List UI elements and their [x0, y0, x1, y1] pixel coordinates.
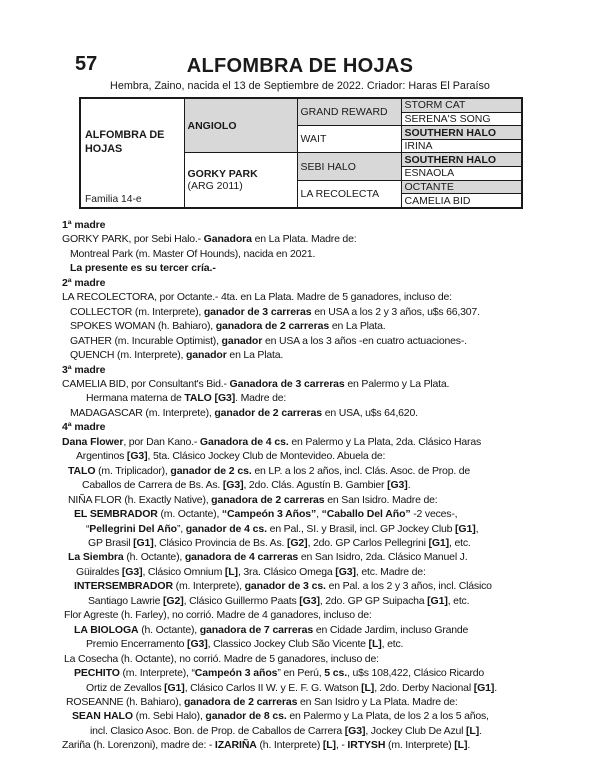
pedigree-line [62, 623, 600, 637]
lot-number: 57 [75, 53, 98, 75]
pedigree-line [62, 478, 600, 492]
text: , Clásico Guillermo Paats [183, 594, 300, 607]
bold-text: La presente es su tercer cría.- [70, 262, 216, 275]
bold-text: SEAN HALO [72, 710, 133, 723]
text: SPOKES WOMAN (h. Bahiaro), [70, 320, 216, 333]
text: (m. Interprete) [385, 739, 455, 752]
bold-text: TALO [G3] [184, 392, 236, 405]
text: Santiago Lawrie [88, 594, 164, 607]
bold-text: [G3] [121, 565, 143, 578]
pedigree-line [62, 681, 600, 695]
bold-text: La Siembra [68, 551, 124, 564]
text: en La Plata. [329, 320, 386, 333]
bold-text: Ganadora [203, 233, 252, 246]
text: . Madre de: [235, 392, 287, 405]
text: Hermana materna de [86, 392, 185, 405]
bold-text: [L] [361, 681, 375, 694]
bold-text: [G1] [133, 536, 154, 549]
text: , u$s 108,422, Clásico Ricardo [347, 667, 485, 680]
text: (h. Octante), [123, 551, 185, 564]
text: , etc. [447, 594, 470, 607]
text: , etc. [381, 638, 404, 651]
bold-text: [G1] [455, 522, 476, 535]
bold-text: “Campeón 3 Años” [221, 508, 317, 521]
text: Zariña (h. Lorenzoni), madre de: - [62, 739, 215, 752]
pedigree-line [62, 738, 600, 752]
text: “ [86, 522, 90, 535]
text: Argentinos [76, 450, 127, 463]
subject-name: ALFOMBRA DE HOJAS [85, 129, 165, 155]
text: LA RECOLECTORA, por Octante.- 4ta. en La Plata. Madre de 5 ganadores, incluso de: [62, 291, 452, 304]
pedigree-line [62, 565, 600, 579]
granddam-cell: WAIT [297, 126, 401, 153]
bold-text: ganador de 3 cs. [244, 580, 326, 593]
pedigree-line [62, 464, 600, 478]
text: en Palermo y La Plata, 2da. Clásico Haras [288, 435, 482, 448]
text: , Clásico Omnium [142, 565, 225, 578]
dam-name: GORKY PARK [187, 168, 258, 181]
bold-text: [L] [224, 565, 238, 578]
pedigree-line [62, 420, 600, 434]
text: , [316, 508, 322, 521]
pedigree-line [62, 608, 600, 622]
subject-family: Familia 14-e [85, 194, 142, 205]
bold-text: Ganadora de 3 carreras [229, 377, 345, 390]
horse-description: Hembra, Zaino, nacida el 13 de Septiembre de 2022. Criador: Haras El Paraíso [110, 80, 490, 92]
text: , Jockey Club De Azul [365, 724, 467, 737]
bold-text: [G3] [387, 479, 408, 492]
bold-text: TALO [68, 464, 96, 477]
bold-text: [L] [368, 638, 382, 651]
bold-text: ganadora de 2 carreras [211, 493, 325, 506]
text: (m. Sebi Halo), [132, 710, 206, 723]
text: (m. Interprete), “ [119, 667, 195, 680]
pedigree-line [62, 232, 600, 246]
pedigree-line [62, 550, 600, 564]
pedigree-line [62, 709, 600, 723]
text: , 2do. Clás. Agustín B. Gambier [243, 479, 388, 492]
text: Flor Agreste (h. Farley), no corrió. Madre de 4 ganadores, incluso de: [64, 609, 372, 622]
pedigree-line [62, 637, 600, 651]
bold-text: 1ª madre [62, 219, 106, 231]
great-grandparent-cell: IRINA [401, 139, 522, 153]
text: en Palermo y La Plata. [344, 377, 450, 390]
text: (m. Triplicador), [95, 464, 171, 477]
text: MADAGASCAR (m. Interprete), [70, 406, 215, 419]
bold-text: [G3] [126, 450, 148, 463]
text: COLLECTOR (m. Interprete), [70, 305, 204, 318]
pedigree-line [62, 377, 600, 391]
pedigree-line [62, 522, 600, 536]
bold-text: ganador [185, 349, 227, 362]
text: en Palermo y La Plata, de los 2 a los 5 años, [286, 710, 489, 723]
pedigree-line [62, 276, 600, 290]
text: , 2do. Derby Nacional [374, 681, 474, 694]
bold-text: ganador de 3 carreras [203, 305, 312, 318]
pedigree-line [62, 449, 600, 463]
bold-text: [G1] [164, 681, 185, 694]
text: Premio Encerramento [86, 638, 188, 651]
bold-text: [L] [322, 739, 336, 752]
subject-cell [80, 98, 184, 208]
bold-text: [G1] [473, 681, 495, 694]
bold-text: [G3] [344, 724, 366, 737]
bold-text: [L] [466, 724, 480, 737]
bold-text: ganadora de 2 carreras [215, 320, 330, 333]
text: en LP. a los 2 años, incl. Clás. Asoc. de Prop. de [251, 464, 471, 477]
text: en USA a los 2 y 3 años, u$s 66,307. [311, 305, 480, 318]
text: en USA a los 3 años -en cuatro actuaciones-. [262, 334, 467, 347]
text: en Pal., SI. y Brasil, incl. GP Jockey Club [266, 522, 456, 535]
bold-text: Ganadora de 4 cs. [199, 435, 289, 448]
pedigree-line [62, 695, 600, 709]
bold-text: [G1] [428, 536, 450, 549]
text: , [475, 522, 479, 535]
text: -2 veces-, [410, 508, 458, 521]
bold-text: ganadora de 4 carreras [184, 551, 299, 564]
text: incl. Clasico Asoc. Bon. de Prop. de Caballos de Carrera [90, 724, 345, 737]
horse-name-title: ALFOMBRA DE HOJAS [186, 55, 414, 77]
text: en USA, u$s 64,620. [321, 406, 418, 419]
great-grandparent-cell: STORM CAT [401, 98, 522, 112]
text: NIÑA FLOR (h. Exactly Native), [68, 493, 212, 506]
text: (m. Interprete), [172, 580, 245, 593]
text: , - [335, 739, 348, 752]
bold-text: ganadora de 7 carreras [199, 623, 314, 636]
pedigree-line [62, 536, 600, 550]
pedigree-line [62, 493, 600, 507]
text: , etc. Madre de: [355, 565, 426, 578]
page-header [0, 0, 600, 78]
bold-text: 2ª madre [62, 276, 106, 289]
text: . [407, 479, 411, 492]
dam-origin: (ARG 2011) [187, 180, 243, 193]
text: en Cidade Jardim, incluso Grande [313, 623, 469, 636]
pedigree-line [62, 724, 600, 738]
text: (h. Interprete) [256, 739, 323, 752]
bold-text: EL SEMBRADOR [74, 508, 158, 521]
pedigree-line [62, 507, 600, 521]
dam-cell [184, 153, 297, 208]
text: Montreal Park (m. Master Of Hounds), nacida en 2021. [70, 247, 316, 260]
text: , 2do. GP GP Suipacha [319, 594, 428, 607]
grandsire-cell: SEBI HALO [297, 153, 401, 180]
text: Caballos de Carrera de Bs. As. [82, 479, 223, 492]
great-grandparent-cell: SOUTHERN HALO [401, 153, 522, 167]
pedigree-line [62, 435, 600, 449]
bold-text: [G2] [163, 594, 184, 607]
great-grandparent-cell: SERENA'S SONG [401, 112, 522, 126]
text: , 5ta. Clásico Jockey Club de Montevideo. Abuela de: [147, 450, 386, 463]
pedigree-line [62, 290, 600, 304]
bold-text: Campeón 3 años [194, 667, 278, 680]
text: La Cosecha (h. Octante), no corrió. Madre de 5 ganadores, incluso de: [64, 652, 379, 665]
pedigree-line [62, 363, 600, 377]
bold-text: INTERSEMBRADOR [74, 580, 173, 593]
bold-text: ganador de 2 carreras [214, 406, 322, 419]
pedigree-line [62, 247, 600, 261]
bold-text: [G3] [222, 479, 244, 492]
bold-text: ganadora de 2 carreras [183, 695, 298, 708]
text: Ortiz de Zevallos [86, 681, 165, 694]
bold-text: ganador [221, 334, 263, 347]
text: , etc. [449, 536, 471, 549]
text: en San Isidro. Madre de: [324, 493, 438, 506]
bold-text: 3ª madre [62, 363, 106, 376]
bold-text: Dana Flower [62, 435, 124, 448]
pedigree-line [62, 334, 600, 348]
bold-text: [L] [454, 739, 468, 752]
text: GATHER (m. Incurable Optimist), [70, 334, 222, 347]
bold-text: ganador de 2 cs. [170, 464, 252, 477]
text: (h. Octante), [138, 623, 200, 636]
bold-text: [G1] [427, 594, 448, 607]
pedigree-row [80, 98, 522, 112]
pedigree-line [62, 305, 600, 319]
text: , Clásico Carlos II W. y E. F. G. Watson [184, 681, 362, 694]
text: ” en Perú, [277, 667, 325, 680]
pedigree-line [62, 406, 600, 420]
sire-cell: ANGIOLO [184, 98, 297, 153]
text: . [479, 724, 482, 737]
text: Güiraldes [76, 565, 122, 578]
text: , Clásico Provincia de Bs. As. [153, 536, 287, 549]
bold-text: [G3] [335, 565, 356, 578]
granddam-cell: LA RECOLECTA [297, 180, 401, 208]
pedigree-line [62, 579, 600, 593]
text: , por Dan Kano.- [123, 435, 200, 448]
great-grandparent-cell: OCTANTE [401, 180, 522, 194]
bold-text: LA BIOLOGA [74, 623, 139, 636]
pedigree-line [62, 319, 600, 333]
bold-text: IZARIÑA [214, 739, 257, 752]
pedigree-line [62, 391, 600, 405]
pedigree-line [62, 652, 600, 666]
text: , 2do. GP Carlos Pellegrini [307, 536, 429, 549]
text: en San Isidro y La Plata. Madre de: [297, 695, 458, 708]
bold-text: [G2] [286, 536, 308, 549]
text: GP Brasil [88, 536, 134, 549]
bold-text: ganador de 8 cs. [205, 710, 287, 723]
text: QUENCH (m. Interprete), [70, 349, 186, 362]
great-grandparent-cell: CAMELIA BID [401, 194, 522, 208]
pedigree-line [62, 666, 600, 680]
bold-text: [G3] [299, 594, 320, 607]
text: . [467, 739, 471, 752]
bold-text: 4ª madre [62, 421, 106, 434]
text: . [494, 681, 498, 694]
bold-text: Pellegrini Del Año [89, 522, 177, 535]
text: (m. Octante), [157, 508, 222, 521]
text: , Classico Jockey Club São Vicente [207, 638, 369, 651]
bold-text: 5 cs. [324, 667, 348, 680]
pedigree-text [62, 218, 600, 753]
pedigree-line [62, 348, 600, 362]
bold-text: [G3] [187, 638, 208, 651]
text: en Pal. a los 2 y 3 años, incl. Clásico [325, 580, 492, 593]
pedigree-line [62, 594, 600, 608]
text: en La Plata. Madre de: [251, 233, 357, 246]
text: ”, [176, 522, 186, 535]
text: CAMELIA BID, por Consultant's Bid.- [62, 377, 230, 390]
grandsire-cell: GRAND REWARD [297, 98, 401, 126]
text: en La Plata. [226, 349, 284, 362]
pedigree-table [79, 97, 523, 209]
text: GORKY PARK, por Sebi Halo.- [62, 233, 204, 246]
pedigree-line [62, 218, 600, 232]
text: , 3ra. Clásico Omega [237, 565, 336, 578]
bold-text: “Caballo Del Año” [321, 508, 411, 521]
bold-text: PECHITO [74, 667, 120, 680]
pedigree-line [62, 261, 600, 275]
great-grandparent-cell: SOUTHERN HALO [401, 126, 522, 140]
text: en San Isidro, 2da. Clásico Manuel J. [298, 551, 468, 564]
great-grandparent-cell: ESNAOLA [401, 167, 522, 181]
bold-text: ganador de 4 cs. [185, 522, 267, 535]
bold-text: IRTYSH [347, 739, 386, 752]
text: ROSEANNE (h. Bahiaro), [66, 695, 184, 708]
